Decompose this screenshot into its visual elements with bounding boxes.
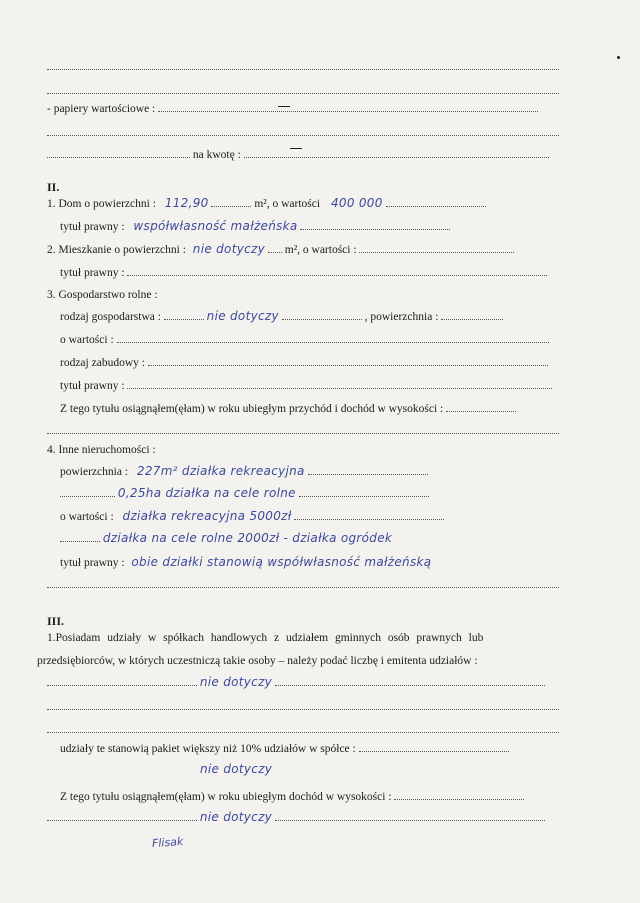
- other-value-label: o wartości :: [60, 511, 114, 523]
- blank-line: [47, 586, 559, 588]
- farm-income-label: Z tego tytułu osiągnąłem(ęłam) w roku ubiegłym przychód i dochód w wysokości :: [60, 403, 444, 415]
- securities-row: [47, 101, 559, 116]
- amount-dash: [290, 148, 302, 149]
- other-value-2: działka na cele rolne 2000zł - działka ogródek: [102, 531, 393, 545]
- shares-value: nie dotyczy: [199, 675, 273, 689]
- other-row: [47, 443, 559, 457]
- blank-line: [47, 432, 559, 434]
- other-label: 4. Inne nieruchomości :: [47, 444, 156, 456]
- blank-line: [47, 731, 559, 733]
- other-title-label: tytuł prawny :: [60, 557, 125, 569]
- house-label: 1. Dom o powierzchni :: [47, 198, 156, 210]
- other-title-row: [60, 555, 559, 570]
- farm-value-row: [60, 332, 559, 347]
- shares-text-1: 1.Posiadam udziały w spółkach handlowych z udziałem gminnych osób prawnych lub: [47, 632, 484, 644]
- farm-title-label: tytuł prawny :: [60, 380, 125, 392]
- house-title-row: [60, 219, 559, 234]
- other-area-value-1: 227m² działka rekreacyjna: [136, 464, 305, 478]
- package-value-row: [200, 762, 400, 777]
- apartment-unit-label: m², o wartości :: [284, 244, 357, 256]
- apartment-row: [47, 242, 559, 257]
- other-value-row-2: [60, 531, 559, 546]
- farm-type-label: rodzaj gospodarstwa :: [60, 311, 161, 323]
- apartment-title-label: tytuł prawny :: [60, 267, 125, 279]
- package-row: [60, 741, 559, 756]
- farm-building-row: [60, 355, 559, 370]
- other-area-row-2: [60, 486, 559, 501]
- house-title-label: tytuł prawny :: [60, 221, 125, 233]
- scan-speck: [617, 56, 620, 59]
- shares-text-row-2: [37, 654, 549, 668]
- income-value-row: [47, 810, 559, 825]
- section-ii-heading: II.: [47, 180, 60, 194]
- farm-label: 3. Gospodarstwo rolne :: [47, 289, 158, 301]
- other-area-label: powierzchnia :: [60, 466, 129, 478]
- blank-line: [47, 68, 559, 70]
- blank-line: [47, 708, 559, 710]
- shares-value-row: [47, 675, 559, 690]
- signature: Flisak: [151, 834, 184, 851]
- apartment-label: 2. Mieszkanie o powierzchni :: [47, 244, 186, 256]
- securities-dash: [278, 106, 290, 107]
- blank-line: [47, 92, 559, 94]
- other-title-value: obie działki stanowią współwłasność małżeńską: [131, 555, 432, 569]
- amount-row: [47, 147, 559, 162]
- apartment-title-row: [60, 265, 559, 280]
- house-value: 400 000: [330, 196, 383, 210]
- other-value-row: [60, 509, 559, 524]
- apartment-area: nie dotyczy: [192, 242, 265, 256]
- farm-value-label: o wartości :: [60, 334, 114, 346]
- income-value: nie dotyczy: [199, 810, 273, 824]
- other-value-1: działka rekreacyjna 5000zł: [122, 509, 292, 523]
- section-iii-heading: III.: [47, 614, 65, 628]
- shares-text-2: przedsiębiorców, w których uczestniczą takie osoby – należy podać liczbę i emitenta udziałów :: [37, 655, 478, 667]
- farm-type-value: nie dotyczy: [206, 309, 279, 323]
- shares-text-row-1: [47, 631, 559, 645]
- farm-area-label: , powierzchnia :: [364, 311, 439, 323]
- farm-building-label: rodzaj zabudowy :: [60, 357, 145, 369]
- farm-income-row: [60, 401, 559, 416]
- farm-title-row: [60, 378, 559, 393]
- other-area-value-2: 0,25ha działka na cele rolne: [117, 486, 296, 500]
- amount-label: na kwotę :: [192, 149, 241, 161]
- house-title-value: współwłasność małżeńska: [133, 219, 298, 233]
- income-label: Z tego tytułu osiągnąłem(ęłam) w roku ubiegłym dochód w wysokości :: [60, 791, 392, 803]
- package-label: udziały te stanowią pakiet większy niż 10% udziałów w spółce :: [60, 743, 356, 755]
- house-area: 112,90: [164, 196, 209, 210]
- farm-type-row: [60, 309, 559, 324]
- securities-label: - papiery wartościowe :: [47, 103, 156, 115]
- income-row: [60, 789, 559, 804]
- package-value: nie dotyczy: [200, 762, 273, 776]
- blank-line: [47, 134, 559, 136]
- farm-row: [47, 288, 559, 302]
- house-row: [47, 196, 559, 211]
- house-unit-label: m², o wartości: [254, 198, 321, 210]
- other-area-row: [60, 464, 559, 479]
